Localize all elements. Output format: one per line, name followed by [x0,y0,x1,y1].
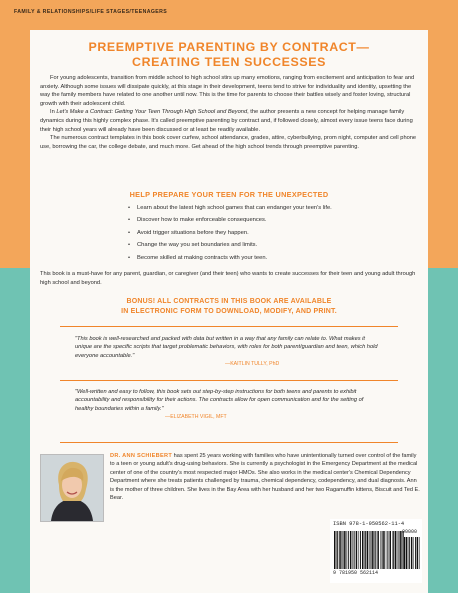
barcode-bar [372,531,374,569]
quote-1-text: "This book is well-researched and packed with data but written in a way that any family can relate to. What makes it unique are the specific scripts that target problematic behaviors, with roles for both parent/guardian and teen, which hold everyone accountable." [75,336,378,359]
barcode-box [330,519,422,583]
headline-line-1: PREEMPTIVE PARENTING BY CONTRACT— [88,40,370,54]
intro-paragraph-2 [40,108,418,134]
must-have-paragraph: This book is a must-have for any parent, guardian, or caregiver (and their teen) who wants to create successes for their teen and young adult through high school and beyond. [40,271,416,286]
author-photo [40,454,104,522]
divider-line [60,442,398,443]
barcode-bar [419,537,420,569]
barcode-bar [409,537,410,569]
barcode-bar [348,531,349,569]
barcode-bar [387,531,388,569]
barcode-bar [400,531,402,569]
help-bullet-list [128,202,408,264]
list-item [128,227,408,239]
barcode-bar [350,531,352,569]
barcode-addon-icon [404,537,420,569]
barcode-bar [334,531,336,569]
barcode-bar [383,531,385,569]
intro-text [40,74,418,151]
help-heading: HELP PREPARE YOUR TEEN FOR THE UNEXPECTED [129,190,329,199]
author-bio [110,452,422,502]
barcode-bar [386,531,387,569]
author-bio-text: has spent 25 years working with families who have unintentionally turned over control of the family to a teen or young adult's drug-using behaviors. She is currently a psychologist in the Emergency Department at the medical center of one of the country's most respected major HMOs. She also works in the medical center's Chemical Dependency Department where she treats patients challenged by trauma, chemical dependency, codependency, and dual diagnosis. Ann is the mother of three children. She lives in the Bay Area with her husband and her two Ragamuffin kittens, Biscuit and Ted E. Bear. [110,453,420,502]
barcode-bar [356,531,358,569]
barcode-bar [406,537,408,569]
list-item [128,214,408,226]
barcode-bar [395,531,397,569]
barcode-bar [339,531,341,569]
price-addon-number: 90000 [402,529,418,535]
bullet-icon: • [128,242,131,249]
barcode-bar [402,531,403,569]
barcode-bar [415,537,416,569]
barcode-bar [374,531,375,569]
bullet-text: Learn about the latest high school games that can endanger your teen's life. [137,205,332,211]
headline-line-2: CREATING TEEN SUCCESSES [132,55,326,69]
barcode-bar [414,537,415,569]
barcode-bar [371,531,372,569]
bonus-line-2: IN ELECTRONIC FORM TO DOWNLOAD, MODIFY, AND PRINT. [121,308,337,315]
intro-paragraph-1: For young adolescents, transition from middle school to high school stirs up many emotions, ranging from excitement and anticipation to fear and anxiety. Although some issues will dissipate quickly, at this stage in their development, teens tend to strive for individuality and identity, upsetting the way the family members have related to one another until now. This is the time for parents to choose their battles wisely and foster loving, structural growth with their adolescent child. [40,75,415,107]
back-cover-panel [30,30,428,593]
bullet-icon: • [128,229,131,236]
barcode-bar [358,531,359,569]
barcode-bar [346,531,347,569]
barcode-bar [336,531,337,569]
barcode-digits: 9 781950 562114 [333,570,379,576]
barcode-bar [417,537,419,569]
barcode-bar [364,531,365,569]
quote-1 [75,335,383,369]
barcode-bar [377,531,379,569]
barcode-bar [353,531,354,569]
bullet-text: Discover how to make enforceable consequences. [137,217,267,224]
bullet-text: Avoid trigger situations before they happen. [137,229,249,236]
author-portrait-icon [41,455,103,521]
intro-paragraph-3: The numerous contract templates in this book cover curfew, school attendance, grades, attire, cyberbullying, prom night, computer and cell phone use, borrowing the car, the college debate, and much more. Get ahead of the high school trends through preemptive parenting. [40,135,417,150]
barcode-bar [392,531,393,569]
quote-2-text: "Well-written and easy to follow, this book sets out step-by-step instructions for both teens and parents to exhibit accountability and responsibility for their actions. The contracts allow for open communication and for the setting of healthy boundaries within a family." [75,389,364,412]
category-label: FAMILY & RELATIONSHIPS/LIFE STAGES/TEENAGERS [14,9,168,15]
quote-2-attribution: —ELIZABETH VIGIL, MFT [165,414,227,421]
isbn-number: ISBN 978-1-950562-11-4 [333,521,405,527]
barcode-bar [367,531,369,569]
book-title-inline: Let's Make a Contract: Getting Your Teen Through High School and Beyond [56,109,248,116]
barcode-bar [369,531,370,569]
barcode-bar [375,531,376,569]
barcode-bar [354,531,355,569]
barcode-bar [337,531,338,569]
barcode-bar [365,531,366,569]
bullet-icon: • [128,254,131,261]
barcode-bar [362,531,364,569]
barcode-bar [399,531,400,569]
barcode-bar [411,537,413,569]
bullet-text: Change the way you set boundaries and limits. [137,242,258,249]
bullet-text: Become skilled at making contracts with your teen. [137,254,268,261]
divider-line [60,380,398,381]
barcode-bar [393,531,394,569]
quote-2 [75,388,383,422]
barcode-bar [404,537,405,569]
quote-1-attribution: —KAITLIN TULLY, PhD [225,361,280,368]
barcode-bar [360,531,361,569]
barcode-bar [341,531,342,569]
must-have-text [40,270,418,287]
barcode-bar [343,531,344,569]
list-item [128,239,408,251]
author-name: DR. ANN SCHIEBERT [110,453,173,459]
intro-p2-rest: , the author presents a new concept for helping manage family dynamics during this highly complex phase. It's called preemptive parenting by contract and, if followed closely, almost every issue teens face during their high school years will already have been discussed or at least be readily available. [40,109,413,133]
list-item [128,252,408,264]
barcode-icon [334,531,404,569]
bullet-icon: • [128,217,131,224]
intro-p2-prefix: In [50,109,57,116]
barcode-bar [382,531,383,569]
bonus-line-1: BONUS! ALL CONTRACTS IN THIS BOOK ARE AVAILABLE [126,298,332,305]
barcode-bar [390,531,392,569]
barcode-bar [380,531,381,569]
barcode-bar [344,531,346,569]
barcode-bar [408,537,409,569]
bullet-icon: • [128,205,131,211]
list-item [128,202,408,214]
barcode-bar [397,531,398,569]
divider-line [60,326,398,327]
